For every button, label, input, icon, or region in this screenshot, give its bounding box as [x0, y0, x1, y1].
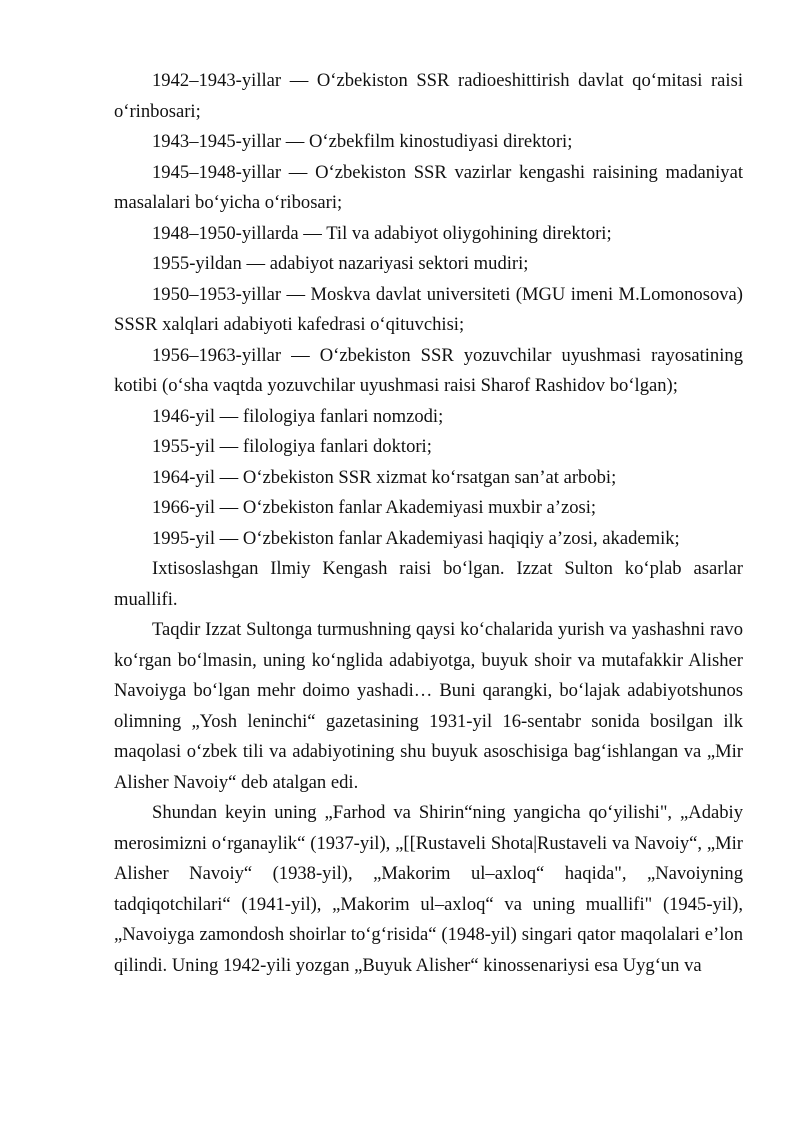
paragraph-academician: 1995-yil — O‘zbekiston fanlar Akademiyasi haqiqiy a’zosi, akademik; [152, 527, 680, 549]
paragraph-articles: Shundan keyin uning „Farhod va Shirin“ning yangicha qo‘yilishi", „Adabiy merosimizni o‘rganaylik“ (1937-yil), „[[Rustaveli Shota|Rustaveli va Navoiy“, „Mir Alisher Navoiy“ (1938-yil), „Makorim ul–axloq“ haqida", „Navoiyning tadqiqotchilari“ (1941-yil), „Makorim ul–axloq“ va uning muallifi" (1945-yil), „Navoiyga zamondosh shoirlar to‘g‘risida“ (1948-yil) singari qator maqolalari e’lon qilindi. Uning 1942-yili yozgan „Buyuk Alisher“ kinossenariysi esa Uyg‘un va [114, 802, 743, 976]
paragraph-writers-union: 1956–1963-yillar — O‘zbekiston SSR yozuvchilar uyushmasi rayosatining kotibi (o‘sha vaqtda yozuvchilar uyushmasi raisi Sharof Rashidov bo‘lgan); [114, 344, 743, 396]
paragraph-candidate-degree: 1946-yil — filologiya fanlari nomzodi; [152, 405, 444, 427]
paragraph-theory-sector: 1955-yildan — adabiyot nazariyasi sektori mudiri; [152, 253, 529, 274]
paragraph-doctor-degree: 1955-yil — filologiya fanlari doktori; [152, 436, 432, 457]
paragraph-moscow-university: 1950–1953-yillar — Moskva davlat universiteti (MGU imeni M.Lomonosova) SSSR xalqlari adabiyoti kafedrasi o‘qituvchisi; [114, 283, 743, 335]
paragraph-navoi-love: Taqdir Izzat Sultonga turmushning qaysi ko‘chalarida yurish va yashashni ravo ko‘rgan bo‘lmasin, uning ko‘nglida adabiyotga, buyuk shoir va mutafakkir Alisher Navoiyga bo‘lgan mehr doimo yashadi… Buni qarangki, bo‘lajak adabiyotshunos olimning „Yosh leninchi“ gazetasining 1931-yil 16-sentabr sonida bosilgan ilk maqolasi o‘zbek tili va adabiyotining shu buyuk asoschisiga bag‘ishlangan va „Mir Alisher Navoiy“ deb atalgan edi. [114, 619, 743, 793]
paragraph-scientific-council: Ixtisoslashgan Ilmiy Kengash raisi bo‘lgan. Izzat Sulton ko‘plab asarlar muallifi. [114, 558, 743, 610]
paragraph-honored-artist: 1964-yil — O‘zbekiston SSR xizmat ko‘rsatgan san’at arbobi; [152, 466, 617, 488]
paragraph-corresponding-member: 1966-yil — O‘zbekiston fanlar Akademiyasi muxbir a’zosi; [152, 497, 597, 518]
paragraph-radio-committee: 1942–1943-yillar — O‘zbekiston SSR radioeshittirish davlat qo‘mitasi raisi o‘rinbosari; [114, 70, 743, 122]
paragraph-uzbekfilm: 1943–1945-yillar — O‘zbekfilm kinostudiyasi direktori; [152, 131, 573, 152]
paragraph-language-institute: 1948–1950-yillarda — Til va adabiyot oliygohining direktori; [152, 222, 612, 244]
paragraph-council-of-ministers: 1945–1948-yillar — O‘zbekiston SSR vazirlar kengashi raisining madaniyat masalalari bo‘yicha o‘ribosari; [114, 161, 743, 213]
